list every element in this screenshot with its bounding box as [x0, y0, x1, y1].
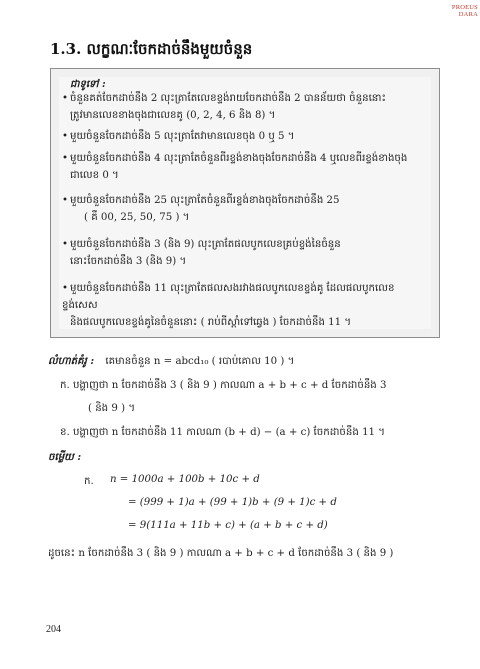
example-part-b: ខ. បង្ហាញថា n ចែកដាច់នឹង 11 កាលណា (b + d) − (a + c) ចែកដាច់នឹង 11 ។ [60, 427, 385, 438]
note-item-twentyfive [62, 192, 424, 226]
note-item-line1: ចំនួនគត់ចែកដាច់នឹង 2 លុះត្រាតែលេខខ្ទង់រាយចែកដាច់នឹង 2 បានន័យថា ចំនួននោះ [70, 93, 386, 104]
example-text: គេមានចំនួន n = abcd₁₀ ( របាប់គោល 10 ) ។ [105, 356, 295, 367]
header-author: PROEUS DARA [451, 4, 478, 18]
note-item-four [62, 150, 424, 184]
solution-eq3: = 9(111a + 11b + c) + (a + b + c + d) [128, 520, 328, 531]
note-item-three-nine [62, 236, 424, 270]
example-label: លំហាត់គំរូ : [48, 355, 95, 367]
note-item-even [62, 90, 424, 124]
bullet-dot: • [62, 195, 69, 206]
example-statement [48, 354, 428, 369]
note-item-line2: ជាលេខ 0 ។ [70, 170, 119, 181]
bullet-dot: • [62, 239, 69, 250]
bullet-dot: • [62, 283, 69, 294]
example-part-a: ក. បង្ហាញថា n ចែកដាច់នឹង 3 ( និង 9 ) កាលណា a + b + c + d ចែកដាច់នឹង 3 [60, 380, 387, 391]
note-item-line1: មួយចំនួនចែកដាច់នឹង 3 (និង 9) លុះត្រាតែផលបូកលេខគ្រប់ខ្ទង់នៃចំនួន [70, 239, 341, 250]
page-number: 204 [46, 624, 61, 635]
solution-eq1: n = 1000a + 100b + 10c + d [110, 474, 260, 485]
bullet-dot: • [62, 131, 69, 142]
note-item-line1: មួយចំនួនចែកដាច់នឹង 11 លុះត្រាតែផលសងរវាងផលបូកលេខខ្ទង់គូ ដែលផលបូកលេខខ្ទង់សេស [62, 283, 395, 311]
note-item-line2: ត្រូវមានលេខខាងចុងជាលេខគូ (0, 2, 4, 6 និង 8) ។ [70, 110, 276, 121]
example-part-a-cont: ( និង 9 ) ។ [88, 403, 136, 414]
note-item-line2: នោះចែកដាច់នឹង 3 (និង 9) ។ [70, 256, 187, 267]
solution-label: ចម្លើយ : [48, 451, 82, 463]
bullet-dot: • [62, 153, 69, 164]
section-title: 1.3. លក្ខណៈចែកដាច់នឹងមួយចំនួន [50, 40, 253, 58]
note-item-line1: មួយចំនួនចែកដាច់នឹង 5 លុះត្រាតែវាមានលេខចុង 0 ឬ 5 ។ [70, 131, 295, 142]
note-item-line1: មួយចំនួនចែកដាច់នឹង 25 លុះត្រាតែចំនួនពីរខ្ទង់ខាងចុងចែកដាច់នឹង 25 [70, 195, 340, 206]
note-item-eleven [62, 280, 424, 331]
solution-eq2: = (999 + 1)a + (99 + 1)b + (9 + 1)c + d [128, 497, 337, 508]
note-item-five [62, 128, 424, 145]
note-box-heading: ជាទូទៅ : [70, 79, 106, 90]
note-item-line1: មួយចំនួនចែកដាច់នឹង 4 លុះត្រាតែចំនួនពីរខ្ទង់ខាងចុងចែកដាច់នឹង 4 ឬលេខពីរខ្ទង់ខាងចុង [70, 153, 408, 164]
solution-conclusion: ដូចនេះ n ចែកដាច់នឹង 3 ( និង 9 ) កាលណា a + b + c + d ចែកដាច់នឹង 3 ( និង 9 ) [48, 548, 394, 559]
note-item-line2: និងផលបូកលេខខ្ទង់គូនៃចំនួននោះ ( រាប់ពីស្តាំទៅឆ្វេង ) ចែកដាច់នឹង 11 ។ [70, 317, 352, 328]
note-item-line2: ( គឺ 00, 25, 50, 75 ) ។ [84, 212, 190, 223]
solution-item-label: ក. [84, 476, 94, 487]
bullet-dot: • [62, 93, 69, 104]
